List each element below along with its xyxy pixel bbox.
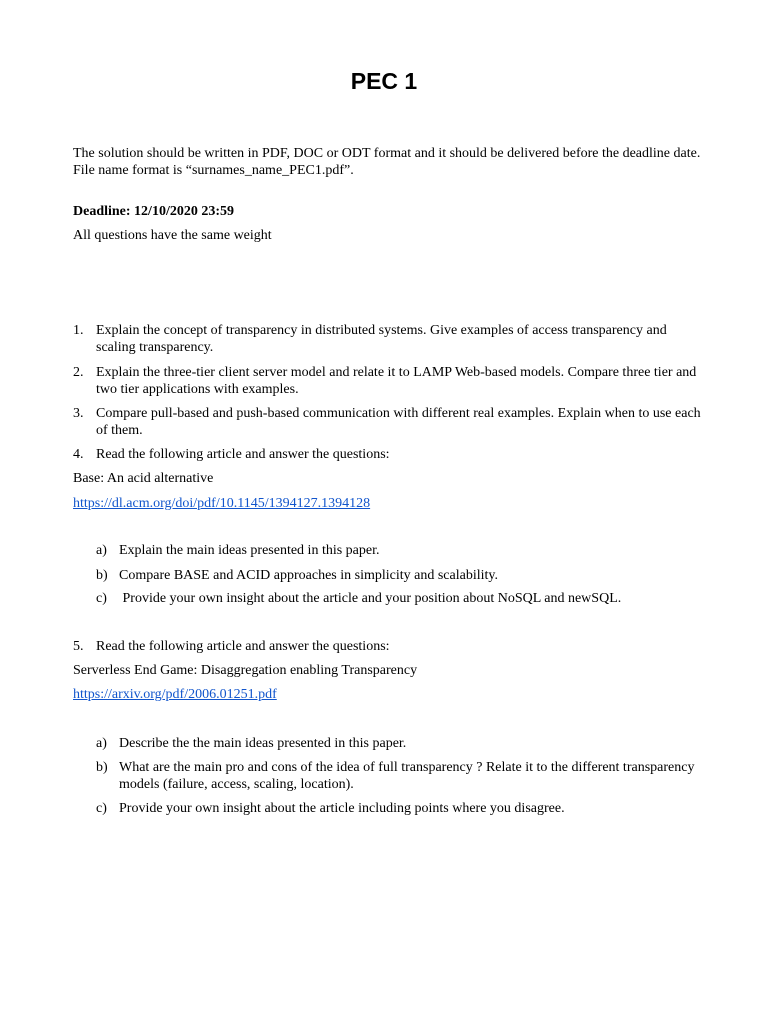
article-2-title: Serverless End Game: Disaggregation enabling Transparency (73, 663, 418, 678)
article-2-link[interactable]: https://arxiv.org/pdf/2006.01251.pdf (73, 687, 277, 702)
question-number: 4. (73, 447, 84, 462)
article-2-link-line (73, 686, 713, 703)
page-title: PEC 1 (350, 68, 418, 94)
weight-note: All questions have the same weight (73, 228, 272, 243)
subquestion-text: Describe the the main ideas presented in this paper. (119, 736, 407, 751)
subquestion-label: a) (96, 736, 107, 751)
deadline-line: Deadline: 12/10/2020 23:59 (73, 204, 234, 219)
question-text: Explain the concept of transparency in distributed systems. Give examples of access transparency and scaling transparency. (96, 323, 667, 355)
subquestion-label: c) (96, 801, 107, 816)
article-1-title: Base: An acid alternative (73, 471, 214, 486)
intro-paragraph: The solution should be written in PDF, DOC or ODT format and it should be delivered before the deadline date. File name format is “surnames_name_PEC1.pdf”. (73, 146, 701, 178)
subquestion-text: Explain the main ideas presented in this paper. (119, 543, 380, 558)
question-number: 1. (73, 323, 84, 338)
subquestion-text: Provide your own insight about the article and your position about NoSQL and newSQL. (119, 591, 622, 606)
subquestion-label: b) (96, 568, 108, 583)
question-text: Explain the three-tier client server model and relate it to LAMP Web-based models. Compare three tier and two tier applications with examples. (96, 365, 697, 397)
subquestion-text: What are the main pro and cons of the idea of full transparency ? Relate it to the different transparency models (failure, access, scaling, location). (119, 760, 695, 792)
question-number: 3. (73, 406, 84, 421)
article-1-link[interactable]: https://dl.acm.org/doi/pdf/10.1145/1394127.1394128 (73, 496, 371, 511)
subquestion-label: b) (96, 760, 108, 775)
subquestion-text: Provide your own insight about the article including points where you disagree. (119, 801, 565, 816)
subquestion-label: a) (96, 543, 107, 558)
question-text: Read the following article and answer the questions: (96, 447, 390, 462)
question-number: 2. (73, 365, 84, 380)
question-number: 5. (73, 639, 84, 654)
question-text: Compare pull-based and push-based communication with different real examples. Explain when to use each of them. (96, 406, 701, 438)
article-1-link-line (73, 495, 713, 512)
subquestion-text: Compare BASE and ACID approaches in simplicity and scalability. (119, 568, 498, 583)
subquestion-label: c) (96, 591, 107, 606)
question-text: Read the following article and answer the questions: (96, 639, 390, 654)
